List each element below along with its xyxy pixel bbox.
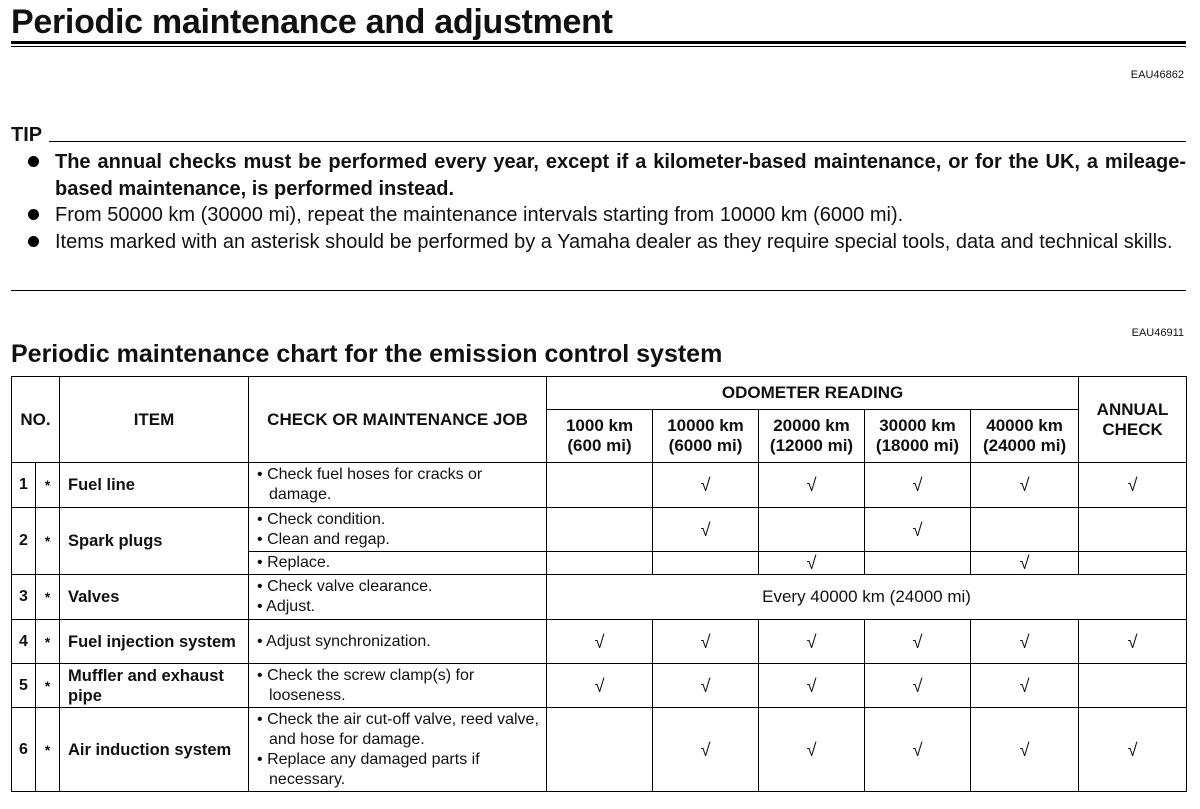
table-row (12, 620, 1187, 664)
check-mark-icon: √ (594, 675, 605, 696)
job-cell (249, 708, 547, 792)
check-cell (759, 620, 865, 664)
check-cell (547, 508, 653, 552)
check-cell (759, 463, 865, 508)
check-cell (971, 552, 1079, 575)
title-rule-thin (11, 46, 1186, 47)
job-cell (249, 575, 547, 620)
check-mark-icon: √ (912, 631, 923, 652)
row-number: 5 (12, 664, 36, 708)
job-cell (249, 463, 547, 508)
check-cell (971, 620, 1079, 664)
row-number: 1 (12, 463, 36, 508)
check-mark-icon: √ (1127, 739, 1138, 760)
check-cell (653, 508, 759, 552)
check-cell (1079, 664, 1187, 708)
item-name: Air induction system (60, 708, 249, 792)
job-line: • Replace any damaged parts if necessary. (257, 750, 480, 788)
chart-code: EAU46911 (1131, 327, 1184, 339)
interval-header: 10000 km (6000 mi) (653, 410, 759, 463)
job-line: • Replace. (257, 554, 331, 571)
row-number: 2 (12, 508, 36, 575)
asterisk-mark: * (36, 508, 60, 575)
check-cell (1079, 508, 1187, 552)
tip-rule (49, 141, 1186, 142)
interval-header: 40000 km (24000 mi) (971, 410, 1079, 463)
title-rule (11, 41, 1186, 44)
header-job: CHECK OR MAINTENANCE JOB (249, 377, 547, 463)
check-mark-icon: √ (700, 631, 711, 652)
check-mark-icon: √ (806, 631, 817, 652)
tip-item-text: Items marked with an asterisk should be performed by a Yamaha dealer as they require special tools, data and technical skills. (55, 230, 1173, 253)
asterisk-mark: * (36, 620, 60, 664)
item-name: Spark plugs (60, 508, 249, 575)
table-row (12, 463, 1187, 508)
check-mark-icon: √ (1019, 475, 1030, 495)
row-number: 4 (12, 620, 36, 664)
check-cell (865, 552, 971, 575)
interval-note: Every 40000 km (24000 mi) (547, 575, 1187, 620)
job-line: • Adjust synchronization. (257, 632, 431, 650)
job-line: • Check valve clearance. (257, 578, 433, 595)
check-cell (547, 708, 653, 792)
tip-item (24, 229, 1186, 256)
job-line: • Check condition. (257, 510, 386, 528)
check-cell (1079, 463, 1187, 508)
check-cell (971, 463, 1079, 508)
check-cell (759, 508, 865, 552)
check-cell (547, 664, 653, 708)
asterisk-mark: * (36, 463, 60, 508)
header-no: NO. (12, 377, 60, 463)
check-cell (865, 620, 971, 664)
check-mark-icon: √ (1019, 631, 1030, 652)
bullet-icon (28, 209, 39, 220)
check-cell (865, 664, 971, 708)
interval-header: 30000 km (18000 mi) (865, 410, 971, 463)
job-line: • Check the screw clamp(s) for looseness. (257, 666, 475, 704)
tip-label: TIP (11, 124, 43, 146)
check-mark-icon: √ (806, 739, 817, 760)
row-number: 3 (12, 575, 36, 620)
item-name: Valves (60, 575, 249, 620)
tip-list (24, 149, 1186, 255)
check-mark-icon: √ (912, 675, 923, 696)
asterisk-mark: * (36, 664, 60, 708)
check-mark-icon: √ (912, 475, 923, 495)
check-mark-icon: √ (1019, 553, 1030, 573)
check-cell (547, 552, 653, 575)
interval-header: 1000 km (600 mi) (547, 410, 653, 463)
row-number: 6 (12, 708, 36, 792)
check-cell (653, 708, 759, 792)
check-cell (971, 664, 1079, 708)
table-row (12, 508, 1187, 552)
check-mark-icon: √ (806, 675, 817, 696)
check-cell (971, 708, 1079, 792)
check-cell (1079, 620, 1187, 664)
check-cell (653, 664, 759, 708)
check-mark-icon: √ (912, 519, 923, 540)
job-cell (249, 620, 547, 664)
check-cell (971, 508, 1079, 552)
check-cell (547, 620, 653, 664)
check-cell (759, 552, 865, 575)
job-line: • Check the air cut-off valve, reed valve, and hose for damage. (257, 710, 539, 748)
check-cell (653, 463, 759, 508)
table-row (12, 664, 1187, 708)
check-cell (865, 508, 971, 552)
job-cell (249, 552, 547, 575)
header-odometer: ODOMETER READING (547, 377, 1079, 410)
job-cell (249, 664, 547, 708)
chart-title: Periodic maintenance chart for the emission control system (11, 340, 723, 368)
check-mark-icon: √ (594, 631, 605, 652)
tip-item-text: The annual checks must be performed every year, except if a kilometer-based maintenance, or for the UK, a mileage-based maintenance, is performed instead. (55, 151, 1186, 200)
check-mark-icon: √ (1019, 675, 1030, 696)
check-cell (759, 664, 865, 708)
check-mark-icon: √ (700, 475, 711, 495)
bullet-icon (28, 156, 39, 167)
page-title: Periodic maintenance and adjustment (11, 3, 613, 41)
check-cell (865, 708, 971, 792)
tip-bottom-rule (11, 290, 1186, 291)
tip-item-text: From 50000 km (30000 mi), repeat the maintenance intervals starting from 10000 km (6000 mi). (55, 204, 904, 226)
bullet-icon (28, 236, 39, 247)
tip-item (24, 202, 1186, 229)
tip-item (24, 149, 1186, 202)
check-cell (1079, 708, 1187, 792)
check-mark-icon: √ (1127, 475, 1138, 495)
section-code: EAU46862 (1130, 69, 1184, 81)
check-mark-icon: √ (912, 739, 923, 760)
table-row (12, 708, 1187, 792)
item-name: Muffler and exhaust pipe (60, 664, 249, 708)
asterisk-mark: * (36, 575, 60, 620)
maintenance-chart (11, 376, 1187, 792)
check-mark-icon: √ (700, 519, 711, 540)
job-line: • Clean and regap. (257, 530, 390, 548)
check-mark-icon: √ (1127, 631, 1138, 652)
item-name: Fuel injection system (60, 620, 249, 664)
check-mark-icon: √ (700, 739, 711, 760)
check-cell (653, 552, 759, 575)
check-mark-icon: √ (806, 553, 817, 573)
check-cell (1079, 552, 1187, 575)
table-row (12, 575, 1187, 620)
check-cell (653, 620, 759, 664)
job-line: • Adjust. (257, 598, 316, 615)
item-name: Fuel line (60, 463, 249, 508)
interval-header: 20000 km (12000 mi) (759, 410, 865, 463)
check-mark-icon: √ (806, 475, 817, 495)
check-cell (759, 708, 865, 792)
check-mark-icon: √ (700, 675, 711, 696)
check-cell (865, 463, 971, 508)
header-annual: ANNUAL CHECK (1079, 377, 1187, 463)
job-line: • Check fuel hoses for cracks or damage. (257, 466, 483, 503)
check-mark-icon: √ (1019, 739, 1030, 760)
job-cell (249, 508, 547, 552)
asterisk-mark: * (36, 708, 60, 792)
check-cell (547, 463, 653, 508)
header-item: ITEM (60, 377, 249, 463)
